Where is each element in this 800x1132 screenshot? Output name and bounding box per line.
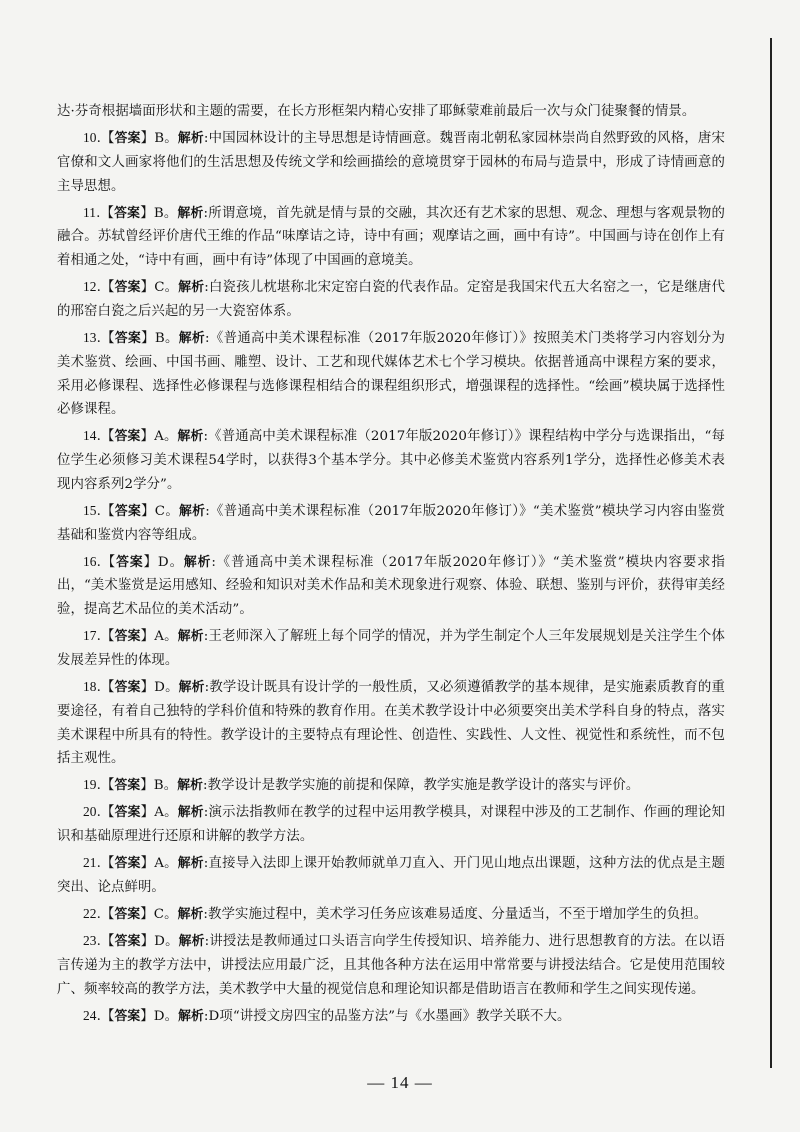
answer-choice: A	[154, 629, 165, 645]
answer-choice: C	[153, 906, 165, 922]
question-number: 13	[83, 329, 97, 345]
answer-item: 13.【答案】B。解析:《普通高中美术课程标准（2017年版2020年修订）》按照美术门类将学习内容划分为美术鉴赏、绘画、中国书画、雕塑、设计、工艺和现代媒体艺术七个学习模块。依据普通高中课程方案的要求，采用必修课程、选择性必修课程与选修课程相结合的课程组织形式，增强课程的选择性。“绘画”模块属于选择性必修课程。	[57, 329, 725, 418]
answer-label: 答案	[114, 280, 141, 296]
question-number: 20	[83, 804, 97, 820]
answer-label: 答案	[114, 205, 141, 221]
answer-label: 答案	[114, 330, 142, 346]
answer-item: 17.【答案】A。解析:王老师深入了解班上每个同学的情况，并为学生制定个人三年发展规划是关注学生个体发展差异性的体现。	[57, 628, 726, 669]
analysis-text: 《普通高中美术课程标准（2017年版2020年修订）》“美术鉴赏”模块学习内容由鉴赏基础和鉴赏内容等组成。	[57, 503, 725, 543]
page-edge-line	[770, 38, 772, 1068]
answer-item: 10.【答案】B。解析:中国园林设计的主导思想是诗情画意。魏晋南北朝私家园林崇尚自然野致的风格，唐宋官僚和文人画家将他们的生活思想及传统文学和绘画描绘的意境贯穿于园林的布局与造景中，形成了诗情画意的主导思想。	[57, 129, 725, 194]
analysis-text: 直接导入法即上课开始教师就单刀直入、开门见山地点出课题，这种方法的优点是主题突出、论点鲜明。	[57, 856, 726, 895]
answer-label: 答案	[114, 1008, 141, 1024]
question-number: 19	[83, 777, 97, 793]
lead-paragraph: 达·芬奇根据墙面形状和主题的需要，在长方形框架内精心安排了耶稣蒙难前最后一次与众门徒聚餐的情景。	[57, 104, 696, 119]
analysis-text: 《普通高中美术课程标准（2017年版2020年修订）》按照美术门类将学习内容划分为美术鉴赏、绘画、中国书画、雕塑、设计、工艺和现代媒体艺术七个学习模块。依据普通高中课程方案的要求，采用必修课程、选择性必修课程与选修课程相结合的课程组织形式，增强课程的选择性。“绘画”模块属于选择性必修课程。	[57, 330, 725, 418]
answer-item: 20.【答案】A。解析:演示法指教师在教学的过程中运用教学模具，对课程中涉及的工艺制作、作画的理论知识和基础原理进行还原和讲解的教学方法。	[57, 804, 726, 845]
answer-label: 答案	[114, 856, 141, 872]
analysis-text: 教学设计是教学实施的前提和保障，教学实施是教学设计的落实与评价。	[207, 778, 640, 794]
answer-choice: A	[154, 856, 165, 872]
question-number: 14	[83, 428, 97, 444]
analysis-label: 解析	[179, 503, 206, 519]
analysis-label: 解析	[178, 280, 205, 296]
analysis-text: 教学设计既具有设计学的一般性质，又必须遵循教学的基本规律，是实施素质教育的重要途径，有着自己独特的学科价值和特殊的教育作用。在美术教学设计中必须要突出美术学科自身的特点，落实美术课程中所具有的特性。教学设计的主要特点有理论性、创造性、实践性、人文性、视觉性和系统性，而不包括主观性。	[57, 680, 725, 767]
answer-items	[57, 126, 725, 1028]
answer-label: 答案	[114, 429, 141, 445]
question-number: 18	[83, 679, 97, 695]
answer-choice: A	[154, 805, 165, 821]
analysis-text: 演示法指教师在教学的过程中运用教学模具，对课程中涉及的工艺制作、作画的理论知识和基础原理进行还原和讲解的教学方法。	[57, 805, 726, 845]
analysis-label: 解析	[178, 680, 205, 696]
answer-item: 14.【答案】A。解析:《普通高中美术课程标准（2017年版2020年修订）》课程结构中学分与选课指出，“每位学生必须修习美术课程54学时，以获得3个基本学分。其中必修美术鉴赏内容系列1学分，选择性必修美术表现内容系列2学分”。	[57, 428, 725, 492]
answer-label: 答案	[116, 554, 144, 570]
analysis-text: 讲授法是教师通过口头语言向学生传授知识、培养能力、进行思想教育的方法。在以语言传递为主的教学方法中，讲授法应用最广泛，且其他各种方法在运用中常常要与讲授法结合。它是使用范围较广、频率较高的教学方法，美术教学中大量的视觉信息和理论知识都是借助语言在教师和学生之间实现传递。	[57, 933, 725, 997]
analysis-label: 解析	[178, 1008, 204, 1024]
answer-item: 12.【答案】C。解析:白瓷孩儿枕堪称北宋定窑白瓷的代表作品。定窑是我国宋代五大名窑之一，它是继唐代的邢窑白瓷之后兴起的另一大瓷窑体系。	[57, 279, 725, 319]
answer-choice: B	[153, 205, 164, 221]
analysis-label: 解析	[177, 906, 204, 922]
analysis-text: D项“讲授文房四宝的品鉴方法”与《水墨画》教学关联不大。	[208, 1008, 571, 1024]
page-number: — 14 —	[367, 1073, 433, 1092]
answer-item: 23.【答案】D。解析:讲授法是教师通过口头语言向学生传授知识、培养能力、进行思想教育的方法。在以语言传递为主的教学方法中，讲授法应用最广泛，且其他各种方法在运用中常常要与讲授法结合。它是使用范围较广、频率较高的教学方法，美术教学中大量的视觉信息和理论知识都是借助语言在教师和学生之间实现传递。	[57, 932, 725, 997]
answer-label: 答案	[114, 805, 141, 821]
answer-label: 答案	[114, 778, 141, 794]
answer-item: 18.【答案】D。解析:教学设计既具有设计学的一般性质，又必须遵循教学的基本规律，是实施素质教育的重要途径，有着自己独特的学科价值和特殊的教育作用。在美术教学设计中必须要突出美术学科自身的特点，落实美术课程中所具有的特性。教学设计的主要特点有理论性、创造性、实践性、人文性、视觉性和系统性，而不包括主观性。	[57, 679, 725, 767]
answer-item: 15.【答案】C。解析:《普通高中美术课程标准（2017年版2020年修订）》“美术鉴赏”模块学习内容由鉴赏基础和鉴赏内容等组成。	[57, 502, 725, 543]
analysis-text: 《普通高中美术课程标准（2017年版2020年修订）》课程结构中学分与选课指出，“每位学生必须修习美术课程54学时，以获得3个基本学分。其中必修美术鉴赏内容系列1学分，选择性必修美术表现内容系列2学分”。	[57, 429, 725, 492]
analysis-text: 中国园林设计的主导思想是诗情画意。魏晋南北朝私家园林崇尚自然野致的风格，唐宋官僚和文人画家将他们的生活思想及传统文学和绘画描绘的意境贯穿于园林的布局与造景中，形成了诗情画意的主导思想。	[57, 130, 725, 194]
analysis-text: 王老师深入了解班上每个同学的情况，并为学生制定个人三年发展规划是关注学生个体发展差异性的体现。	[57, 629, 726, 669]
analysis-label: 解析	[183, 554, 212, 570]
answer-item: 16.【答案】D。解析:《普通高中美术课程标准（2017年版2020年修订）》“美术鉴赏”模块内容要求指出，“美术鉴赏是运用感知、经验和知识对美术作品和美术现象进行观察、体验、联想、鉴别与评价，获得审美经验，提高艺术品位的美术活动”。	[57, 553, 725, 618]
analysis-text: 教学实施过程中，美术学习任务应该难易适度、分量适当，不至于增加学生的负担。	[208, 906, 708, 922]
analysis-label: 解析	[177, 429, 204, 445]
answer-label: 答案	[114, 680, 141, 696]
answer-label: 答案	[114, 906, 141, 922]
question-number: 15	[83, 502, 97, 518]
question-number: 12	[83, 279, 97, 295]
answer-item: 21.【答案】A。解析:直接导入法即上课开始教师就单刀直入、开门见山地点出课题，这种方法的优点是主题突出、论点鲜明。	[57, 855, 726, 895]
question-number: 23	[83, 932, 97, 948]
answer-label: 答案	[114, 130, 141, 146]
analysis-label: 解析	[177, 856, 204, 872]
analysis-label: 解析	[178, 330, 206, 346]
answer-item: 22.【答案】C。解析:教学实施过程中，美术学习任务应该难易适度、分量适当，不至于增加学生的负担。	[83, 905, 708, 922]
analysis-label: 解析	[177, 130, 204, 146]
answer-choice: A	[154, 429, 164, 445]
question-number: 17	[83, 628, 97, 644]
answer-label: 答案	[114, 503, 142, 519]
analysis-text: 白瓷孩儿枕堪称北宋定窑白瓷的代表作品。定窑是我国宋代五大名窑之一，它是继唐代的邢窑白瓷之后兴起的另一大瓷窑体系。	[57, 280, 725, 319]
answer-item: 19.【答案】B。解析:教学设计是教学实施的前提和保障，教学实施是教学设计的落实与评价。	[83, 777, 640, 794]
answer-choice: C	[154, 503, 166, 519]
analysis-label: 解析	[178, 933, 205, 949]
analysis-label: 解析	[177, 778, 203, 794]
answer-choice: D	[157, 554, 169, 570]
answer-choice: D	[153, 1008, 165, 1024]
question-number: 21	[83, 855, 97, 871]
question-number: 16	[83, 553, 97, 569]
answer-choice: D	[154, 680, 165, 696]
analysis-label: 解析	[177, 205, 204, 221]
question-number: 24	[83, 1007, 97, 1023]
analysis-label: 解析	[177, 629, 204, 645]
answer-choice: B	[154, 130, 165, 146]
answer-choice: D	[154, 933, 165, 949]
analysis-text: 所谓意境，首先就是情与景的交融，其次还有艺术家的思想、观念、理想与客观景物的融合。苏轼曾经评价唐代王维的作品“味摩诘之诗，诗中有画；观摩诘之画，画中有诗”。中国画与诗在创作上有着相通之处，“诗中有画，画中有诗”体现了中国画的意境美。	[57, 205, 726, 269]
question-number: 11	[83, 204, 97, 220]
question-number: 10	[83, 129, 97, 145]
question-number: 22	[83, 905, 97, 921]
answer-item: 24.【答案】D。解析:D项“讲授文房四宝的品鉴方法”与《水墨画》教学关联不大。	[83, 1007, 571, 1024]
analysis-label: 解析	[177, 805, 204, 821]
answer-choice: C	[154, 280, 165, 296]
answer-label: 答案	[114, 629, 141, 645]
answer-item: 11.【答案】B。解析:所谓意境，首先就是情与景的交融，其次还有艺术家的思想、观念、理想与客观景物的融合。苏轼曾经评价唐代王维的作品“味摩诘之诗，诗中有画；观摩诘之画，画中有诗”。中国画与诗在创作上有着相通之处，“诗中有画，画中有诗”体现了中国画的意境美。	[57, 204, 726, 269]
answer-key-page	[57, 100, 725, 1030]
answer-choice: B	[154, 330, 165, 346]
analysis-text: 《普通高中美术课程标准（2017年版2020年修订）》“美术鉴赏”模块内容要求指出，“美术鉴赏是运用感知、经验和知识对美术作品和美术现象进行观察、体验、联想、鉴别与评价，获得审美经验，提高艺术品位的美术活动”。	[57, 554, 725, 618]
answer-label: 答案	[114, 933, 141, 949]
answer-choice: B	[153, 778, 164, 794]
